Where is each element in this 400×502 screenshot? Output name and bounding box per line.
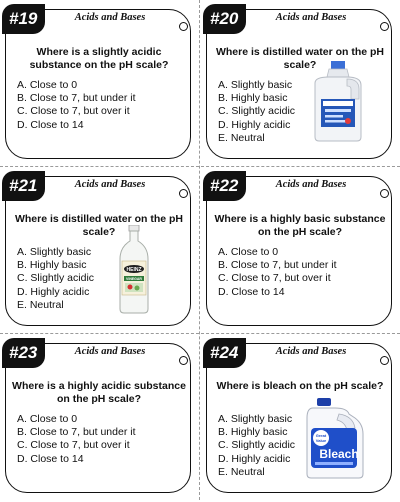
answer-option: C. Slightly acidic [17,272,95,285]
card-question: Where is a highly acidic substance on the pH scale? [12,380,186,405]
card-title: Acids and Bases [275,179,347,190]
answer-option: A. Close to 0 [17,79,78,91]
card-title: Acids and Bases [275,12,347,23]
answer-option: D. Highly acidic [218,118,291,131]
card-number: #24 [203,338,246,368]
task-card-24 [203,338,399,502]
svg-text:Bleach: Bleach [319,447,359,461]
task-card-21 [2,171,198,335]
answer-list [218,246,336,299]
card-question: Where is bleach on the pH scale? [216,380,384,392]
answer-option: D. Highly acidic [17,285,90,298]
card-title: Acids and Bases [74,179,146,190]
card-title: Acids and Bases [74,346,146,357]
card-number: #22 [203,171,246,201]
answer-option: B. Close to 7, but under it [17,92,136,105]
answer-option: C. Slightly acidic [218,439,296,452]
answer-option: C. Close to 7, but over it [17,105,130,118]
answer-option: D. Highly acidic [218,452,291,465]
card-number: #19 [2,4,45,34]
answer-option: E. Neutral [218,465,265,478]
task-card-20 [203,4,399,168]
card-question: Where is distilled water on the pH scale? [215,46,385,71]
card-number: #20 [203,4,246,34]
answer-list [17,79,135,132]
answer-option: E. Neutral [218,131,265,144]
answer-option: C. Close to 7, but over it [218,272,331,285]
task-card-19 [2,4,198,168]
answer-option: D. Close to 14 [218,285,285,298]
card-question: Where is distilled water on the pH scale? [14,213,184,238]
punch-hole-icon [179,22,188,31]
answer-option: D. Close to 14 [17,118,84,131]
task-card-23 [2,338,198,502]
answer-option: C. Close to 7, but over it [17,439,130,452]
answer-list [218,413,295,479]
answer-option: B. Highly basic [218,426,288,439]
bleach-bottle-image [305,398,367,480]
answer-option: A. Close to 0 [218,246,279,258]
answer-option: B. Highly basic [218,92,288,105]
card-number: #23 [2,338,45,368]
answer-option: C. Slightly acidic [218,105,296,118]
answer-option: B. Close to 7, but under it [17,426,136,439]
punch-hole-icon [380,356,389,365]
answer-list [218,79,295,145]
answer-option: A. Close to 0 [17,413,78,425]
vinegar-bottle-image [116,225,152,315]
answer-option: A. Slightly basic [17,246,92,258]
card-title: Acids and Bases [275,346,347,357]
svg-text:Value: Value [315,438,327,443]
card-question: Where is a highly basic substance on the pH scale? [214,213,386,238]
answer-option: A. Slightly basic [218,79,293,91]
answer-list [17,246,94,312]
answer-option: B. Highly basic [17,259,87,272]
card-title: Acids and Bases [74,12,146,23]
svg-text:VINEGAR: VINEGAR [126,277,142,281]
card-number: #21 [2,171,45,201]
card-question: Where is a slightly acidic substance on the pH scale? [29,46,169,71]
answer-option: B. Close to 7, but under it [218,259,337,272]
punch-hole-icon [380,22,389,31]
punch-hole-icon [179,356,188,365]
task-card-22 [203,171,399,335]
punch-hole-icon [179,189,188,198]
svg-text:Great: Great [315,433,327,438]
answer-list [17,413,135,466]
answer-option: E. Neutral [17,298,64,311]
svg-text:HEINZ: HEINZ [126,267,142,273]
punch-hole-icon [380,189,389,198]
answer-option: D. Close to 14 [17,452,84,465]
answer-option: A. Slightly basic [218,413,293,425]
vertical-cut-line [199,0,200,500]
water-jug-image [307,59,367,143]
